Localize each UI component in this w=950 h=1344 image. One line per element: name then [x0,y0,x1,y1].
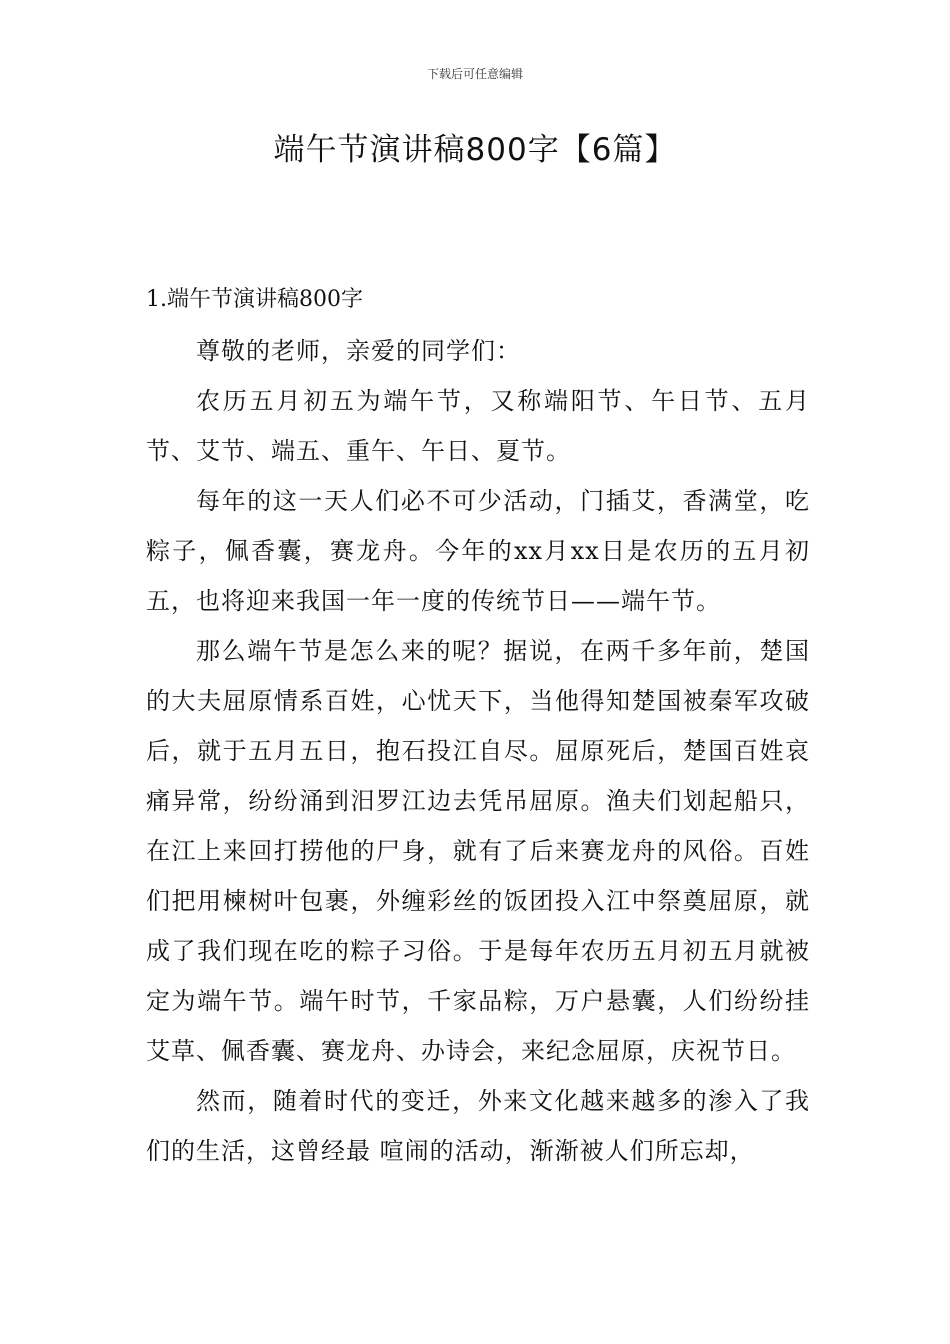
document-title: 端午节演讲稿800字【6篇】 [273,132,677,168]
paragraph-greeting: 尊敬的老师，亲爱的同学们： [196,337,521,365]
paragraph: 农历五月初五为端午节，又称端阳节、午日节、五月节、艾节、端五、重午、午日、夏节。 [146,387,810,465]
header-note: 下载后可任意编辑 [426,67,523,81]
section-heading: 1.端午节演讲稿800字 [146,287,363,312]
paragraph: 那么端午节是怎么来的呢？据说，在两千多年前，楚国的大夫屈原情系百姓，心忧天下，当他得知楚国被秦军攻破后，就于五月五日，抱石投江自尽。屈原死后，楚国百姓哀痛异常，纷纷涌到汨罗江边去凭吊屈原。渔夫们划起船只，在江上来回打捞他的尸身，就有了后来赛龙舟的风俗。百姓们把用楝树叶包裹，外缠彩丝的饭团投入江中祭奠屈原，就成了我们现在吃的粽子习俗。于是每年农历五月初五月就被定为端午节。端午时节，千家品粽，万户悬囊，人们纷纷挂艾草、佩香囊、赛龙舟、办诗会，来纪念屈原，庆祝节日。 [146,637,810,1065]
document-body [146,276,810,1176]
paragraph: 然而，随着时代的变迁，外来文化越来越多的渗入了我们的生活，这曾经最 喧闹的活动，渐渐被人们所忘却， [146,1087,810,1165]
paragraph: 每年的这一天人们必不可少活动，门插艾，香满堂，吃粽子，佩香囊，赛龙舟。今年的xx月xx日是农历的五月初五，也将迎来我国一年一度的传统节日——端午节。 [146,487,810,615]
